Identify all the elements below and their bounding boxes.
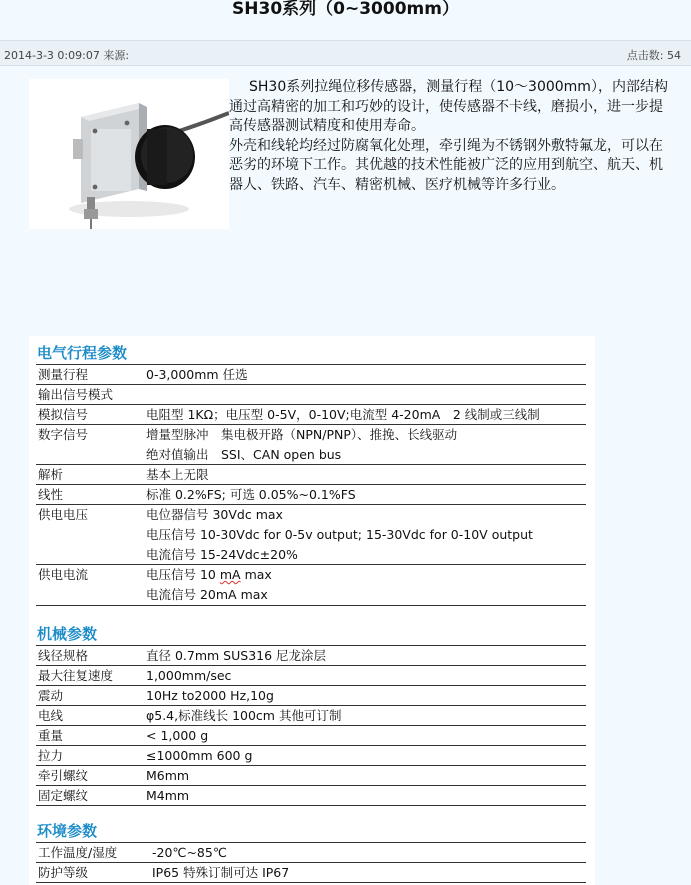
intro-paragraph-2: 外壳和线轮均经过防腐氧化处理，牵引绳为不锈钢外敷特氟龙，可以在恶劣的环境下工作。其优越的技术性能被广泛的应用到航空、航天、机器人、铁路、汽车、精密机械、医疗机械等许多行业。 (229, 137, 663, 193)
spec-value: M4mm (146, 788, 190, 803)
spec-label: 模拟信号 (38, 407, 89, 422)
spec-value: 10Hz to2000 Hz,10g (146, 688, 274, 703)
spec-value: 1,000mm/sec (146, 668, 232, 683)
spec-value: 直径 0.7mm SUS316 尼龙涂层 (146, 648, 327, 663)
spec-value: M6mm (146, 768, 190, 783)
spec-row (36, 706, 586, 726)
spec-value: 电阻型 1KΩ；电压型 0-5V，0-10V;电流型 4-20mA 2 线制或三线制 (146, 407, 540, 422)
spec-value: < 1,000 g (146, 728, 209, 743)
spec-label: 电线 (38, 708, 64, 723)
spec-row (36, 385, 586, 405)
spec-label: 固定螺纹 (38, 788, 89, 803)
spec-value: IP65 特殊订制可达 IP67 (152, 865, 290, 880)
spec-row (36, 485, 586, 505)
spec-row (36, 646, 586, 666)
product-image (29, 79, 229, 229)
section-title-electrical: 电气行程参数 (37, 344, 128, 362)
spec-row (36, 666, 586, 686)
spec-value: φ5.4,标准线长 100cm 其他可订制 (146, 708, 342, 723)
spec-label: 工作温度/湿度 (38, 845, 118, 860)
spec-label: 供电电流 (38, 567, 89, 582)
spec-label: 数字信号 (38, 427, 89, 442)
publish-date-source: 2014-3-3 0:09:07 来源: (4, 49, 130, 62)
spec-value: ≤1000mm 600 g (146, 748, 253, 763)
spec-label: 线径规格 (38, 648, 89, 663)
intro-text (229, 78, 669, 195)
spec-row (36, 726, 586, 746)
spec-value: -20℃~85℃ (152, 845, 227, 860)
article-meta-bar (0, 40, 691, 66)
spec-row (36, 746, 586, 766)
spec-row (36, 505, 586, 565)
spec-label: 测量行程 (38, 367, 89, 382)
spec-label: 震动 (38, 688, 64, 703)
spec-row (36, 465, 586, 485)
spec-label: 牵引螺纹 (38, 768, 89, 783)
spec-row (36, 365, 586, 385)
spec-row (36, 863, 586, 883)
spec-table (29, 336, 595, 885)
spec-value: 增量型脉冲 集电极开路（NPN/PNP）、推挽、长线驱动 绝对值输出 SSI、CAN open bus (146, 427, 458, 462)
spec-row (36, 786, 586, 806)
intro-paragraph-1: SH30系列拉绳位移传感器，测量行程（10～3000mm），内部结构通过高精密的加工和巧妙的设计，使传感器不卡线，磨损小，进一步提高传感器测试精度和使用寿命。 (229, 79, 668, 134)
spec-value: 电压信号 10 mA max 电流信号 20mA max (146, 567, 272, 602)
spec-label: 供电电压 (38, 507, 89, 522)
spec-value: 标准 0.2%FS; 可选 0.05%~0.1%FS (146, 487, 356, 502)
spec-label: 解析 (38, 467, 64, 482)
page-title: SH30系列（0~3000mm） (232, 0, 459, 19)
spec-row (36, 686, 586, 706)
click-count: 点击数: 54 (626, 49, 681, 62)
spec-row (36, 565, 586, 606)
spec-label: 拉力 (38, 748, 64, 763)
spec-label: 防护等级 (38, 865, 89, 880)
spec-label: 最大往复速度 (38, 668, 114, 683)
section-title-mechanical: 机械参数 (37, 625, 98, 643)
spec-label: 重量 (38, 728, 64, 743)
spec-label: 输出信号模式 (38, 387, 114, 402)
spec-label: 线性 (38, 487, 64, 502)
spec-row (36, 425, 586, 465)
spec-value: 0-3,000mm 任选 (146, 367, 248, 382)
spec-row (36, 766, 586, 786)
spec-value: 基本上无限 (146, 467, 209, 482)
spec-value: 电位器信号 30Vdc max 电压信号 10-30Vdc for 0-5v output; 15-30Vdc for 0-10V output 电流信号 15-24Vdc±20% (146, 507, 533, 562)
section-title-environment: 环境参数 (37, 822, 98, 840)
spec-row (36, 405, 586, 425)
spec-row (36, 843, 586, 863)
